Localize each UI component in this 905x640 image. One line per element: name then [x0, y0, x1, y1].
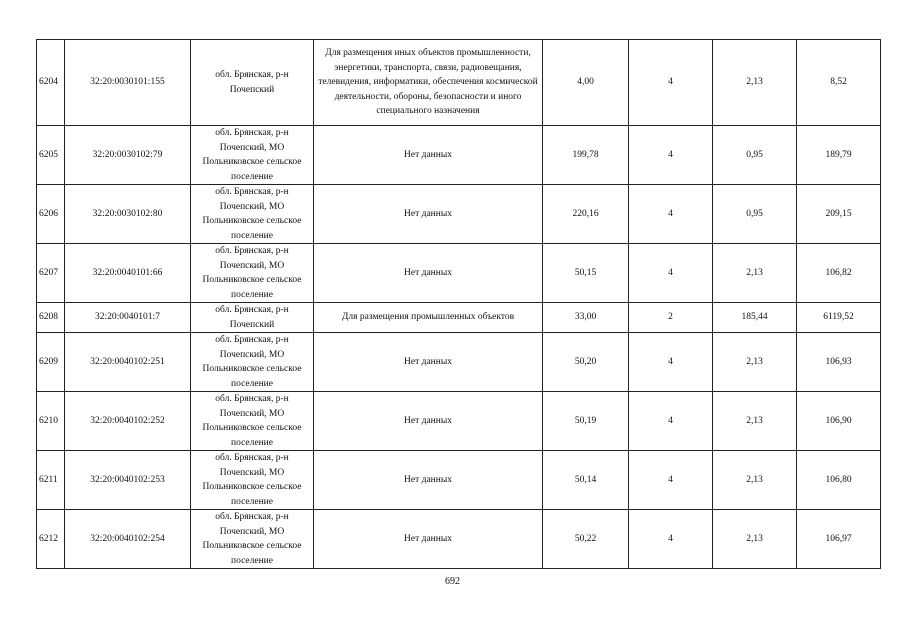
table-row — [37, 303, 881, 333]
table-row — [37, 40, 881, 126]
group: 4 — [629, 510, 713, 569]
table-row — [37, 333, 881, 392]
address: обл. Брянская, р-н Почепский — [191, 40, 314, 126]
cadastral-number: 32:20:0040102:251 — [65, 333, 191, 392]
table-row — [37, 185, 881, 244]
group: 4 — [629, 451, 713, 510]
value: 189,79 — [797, 126, 881, 185]
rate: 2,13 — [713, 451, 797, 510]
area: 4,00 — [543, 40, 629, 126]
group: 4 — [629, 333, 713, 392]
row-number: 6205 — [37, 126, 65, 185]
group: 4 — [629, 40, 713, 126]
cadastral-number: 32:20:0030102:80 — [65, 185, 191, 244]
area: 199,78 — [543, 126, 629, 185]
permitted-use: Для размещения промышленных объектов — [314, 303, 543, 333]
row-number: 6211 — [37, 451, 65, 510]
cadastral-number: 32:20:0030101:155 — [65, 40, 191, 126]
permitted-use: Нет данных — [314, 510, 543, 569]
value: 106,90 — [797, 392, 881, 451]
address: обл. Брянская, р-н Почепский, МО Польниковское сельское поселение — [191, 451, 314, 510]
permitted-use: Для размещения иных объектов промышленности, энергетики, транспорта, связи, радиовещания, телевидения, информатики, обеспечения космической деятельности, обороны, безопасности и иного специального назначения — [314, 40, 543, 126]
group: 4 — [629, 126, 713, 185]
permitted-use: Нет данных — [314, 392, 543, 451]
address: обл. Брянская, р-н Почепский, МО Польниковское сельское поселение — [191, 510, 314, 569]
address: обл. Брянская, р-н Почепский, МО Польниковское сельское поселение — [191, 126, 314, 185]
cadastral-number: 32:20:0040102:254 — [65, 510, 191, 569]
address: обл. Брянская, р-н Почепский, МО Польниковское сельское поселение — [191, 185, 314, 244]
rate: 2,13 — [713, 333, 797, 392]
value: 106,93 — [797, 333, 881, 392]
area: 50,14 — [543, 451, 629, 510]
value: 106,80 — [797, 451, 881, 510]
rate: 2,13 — [713, 392, 797, 451]
table-row — [37, 510, 881, 569]
cadastral-number: 32:20:0030102:79 — [65, 126, 191, 185]
value: 6119,52 — [797, 303, 881, 333]
rate: 0,95 — [713, 185, 797, 244]
value: 209,15 — [797, 185, 881, 244]
rate: 185,44 — [713, 303, 797, 333]
cadastral-number: 32:20:0040102:253 — [65, 451, 191, 510]
row-number: 6209 — [37, 333, 65, 392]
rate: 2,13 — [713, 510, 797, 569]
cadastral-number: 32:20:0040101:7 — [65, 303, 191, 333]
permitted-use: Нет данных — [314, 451, 543, 510]
permitted-use: Нет данных — [314, 185, 543, 244]
group: 4 — [629, 392, 713, 451]
row-number: 6212 — [37, 510, 65, 569]
page-number: 692 — [445, 576, 460, 587]
land-registry-table — [36, 39, 881, 569]
rate: 2,13 — [713, 244, 797, 303]
area: 220,16 — [543, 185, 629, 244]
address: обл. Брянская, р-н Почепский, МО Польниковское сельское поселение — [191, 333, 314, 392]
address: обл. Брянская, р-н Почепский, МО Польниковское сельское поселение — [191, 392, 314, 451]
table-row — [37, 392, 881, 451]
row-number: 6204 — [37, 40, 65, 126]
rate: 2,13 — [713, 40, 797, 126]
row-number: 6206 — [37, 185, 65, 244]
address: обл. Брянская, р-н Почепский, МО Польниковское сельское поселение — [191, 244, 314, 303]
rate: 0,95 — [713, 126, 797, 185]
table-row — [37, 244, 881, 303]
permitted-use: Нет данных — [314, 126, 543, 185]
permitted-use: Нет данных — [314, 244, 543, 303]
value: 106,97 — [797, 510, 881, 569]
value: 8,52 — [797, 40, 881, 126]
value: 106,82 — [797, 244, 881, 303]
permitted-use: Нет данных — [314, 333, 543, 392]
group: 4 — [629, 244, 713, 303]
row-number: 6210 — [37, 392, 65, 451]
group: 4 — [629, 185, 713, 244]
area: 50,19 — [543, 392, 629, 451]
address: обл. Брянская, р-н Почепский — [191, 303, 314, 333]
row-number: 6207 — [37, 244, 65, 303]
table-row — [37, 451, 881, 510]
row-number: 6208 — [37, 303, 65, 333]
area: 50,22 — [543, 510, 629, 569]
cadastral-number: 32:20:0040102:252 — [65, 392, 191, 451]
area: 50,20 — [543, 333, 629, 392]
area: 50,15 — [543, 244, 629, 303]
group: 2 — [629, 303, 713, 333]
table-row — [37, 126, 881, 185]
cadastral-number: 32:20:0040101:66 — [65, 244, 191, 303]
area: 33,00 — [543, 303, 629, 333]
